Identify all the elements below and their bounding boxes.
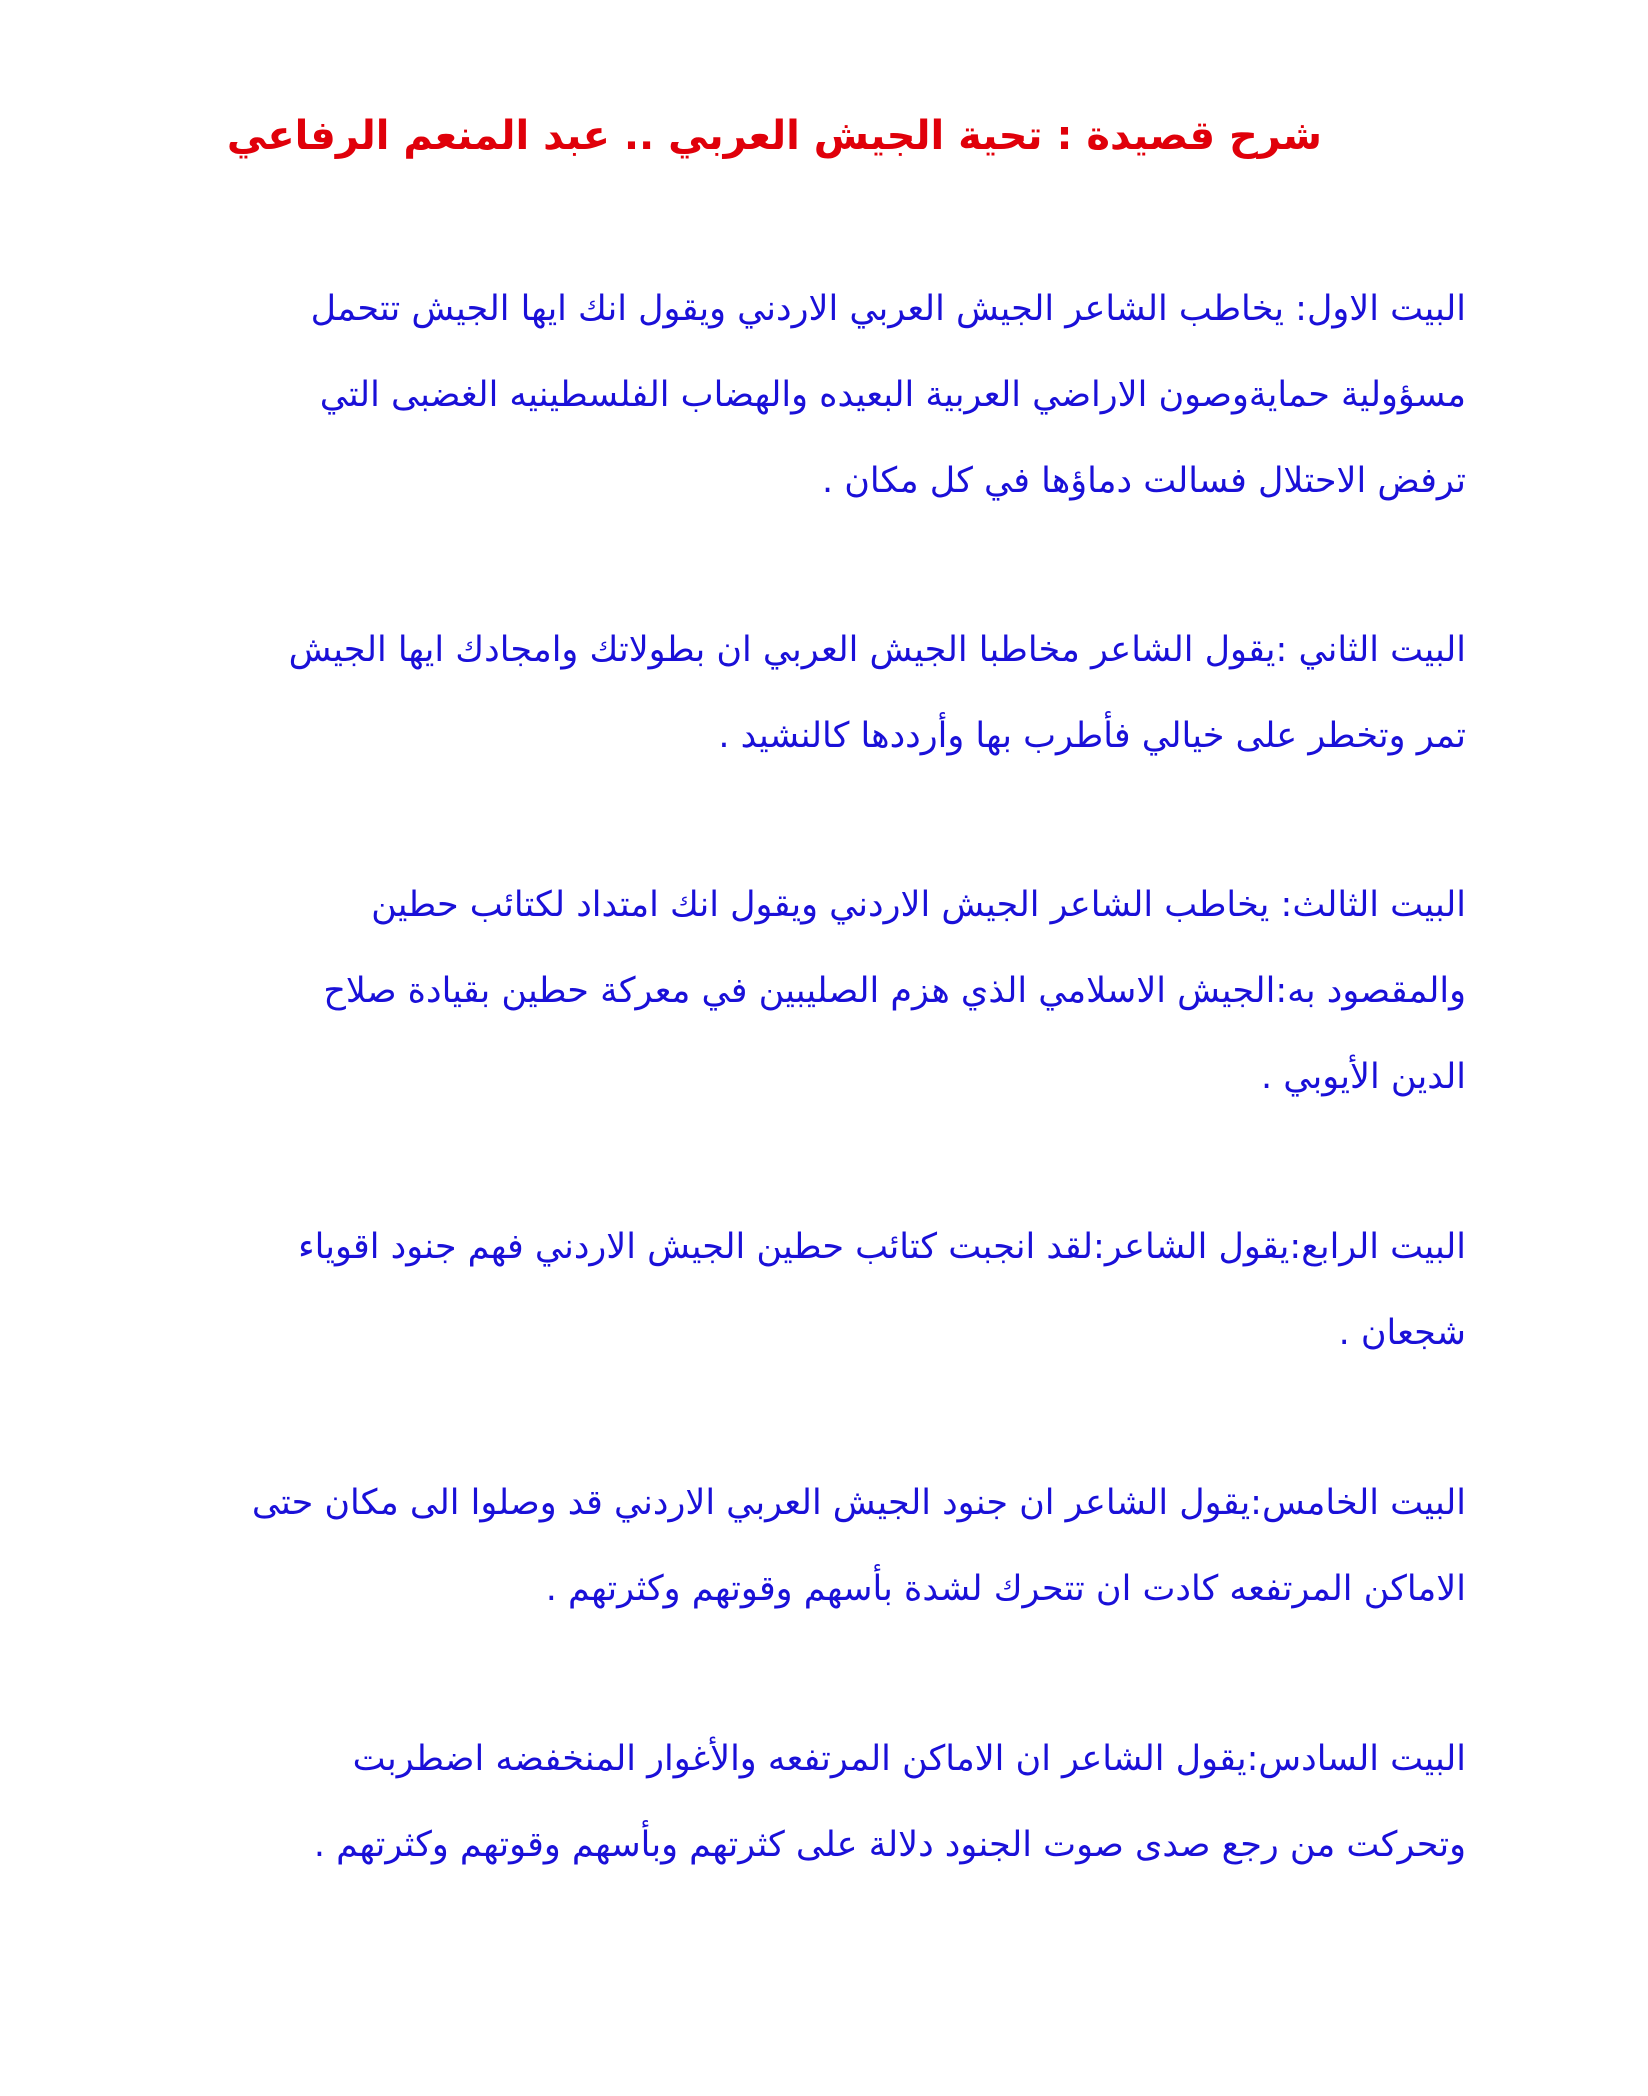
paragraph-line: البيت الرابع:يقول الشاعر:لقد انجبت كتائب حطين الجيش الاردني فهم جنود اقوياء xyxy=(298,1227,1466,1267)
paragraph-verse-2 xyxy=(116,607,1466,779)
paragraph-line: الدين الأيوبي . xyxy=(1261,1057,1466,1097)
page-title: شرح قصيدة : تحية الجيش العربي .. عبد المنعم الرفاعي xyxy=(226,113,1322,159)
paragraph-line: والمقصود به:الجيش الاسلامي الذي هزم الصليبين في معركة حطين بقيادة صلاح xyxy=(323,971,1466,1011)
paragraph-verse-5 xyxy=(116,1460,1466,1632)
paragraph-line: ترفض الاحتلال فسالت دماؤها في كل مكان . xyxy=(821,461,1466,501)
paragraph-line: البيت الثالث: يخاطب الشاعر الجيش الاردني ويقول انك امتداد لكتائب حطين xyxy=(371,885,1466,925)
paragraph-line: البيت السادس:يقول الشاعر ان الاماكن المرتفعه والأغوار المنخفضه اضطربت xyxy=(352,1739,1466,1779)
paragraph-line: وتحركت من رجع صدى صوت الجنود دلالة على كثرتهم وبأسهم وقوتهم وكثرتهم . xyxy=(313,1825,1466,1865)
paragraph-verse-4 xyxy=(116,1204,1466,1376)
paragraph-verse-6 xyxy=(116,1716,1466,1888)
paragraph-line: البيت الثاني :يقول الشاعر مخاطبا الجيش العربي ان بطولاتك وامجادك ايها الجيش xyxy=(288,630,1466,670)
paragraph-line: الاماكن المرتفعه كادت ان تتحرك لشدة بأسهم وقوتهم وكثرتهم . xyxy=(545,1569,1466,1609)
paragraph-verse-3 xyxy=(116,862,1466,1120)
paragraph-line: تمر وتخطر على خيالي فأطرب بها وأرددها كالنشيد . xyxy=(718,716,1466,756)
paragraph-line: شجعان . xyxy=(1338,1313,1466,1353)
paragraph-verse-1 xyxy=(116,266,1466,524)
paragraph-line: البيت الخامس:يقول الشاعر ان جنود الجيش العربي الاردني قد وصلوا الى مكان حتى xyxy=(251,1483,1466,1523)
paragraph-line: مسؤولية حمايةوصون الاراضي العربية البعيده والهضاب الفلسطينيه الغضبى التي xyxy=(319,375,1466,415)
paragraph-line: البيت الاول: يخاطب الشاعر الجيش العربي الاردني ويقول انك ايها الجيش تتحمل xyxy=(310,289,1466,329)
